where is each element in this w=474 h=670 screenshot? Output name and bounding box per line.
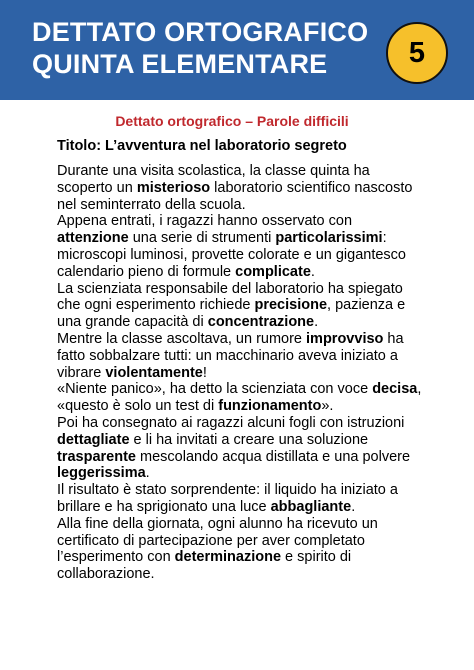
text-segment: ».: [321, 398, 334, 415]
bold-word: determinazione: [174, 549, 282, 566]
text-segment: Durante una visita scolastica, la classe quinta ha: [57, 163, 370, 179]
text-line: [57, 281, 462, 298]
bold-word: decisa: [372, 381, 418, 398]
number-badge: 5: [386, 22, 448, 84]
text-segment: «questo è solo un test di: [57, 398, 219, 415]
bold-word: violentamente: [105, 364, 203, 381]
bold-word: trasparente: [57, 448, 136, 465]
header-banner: [0, 0, 474, 100]
document-title: Titolo: L’avventura nel laboratorio segreto: [57, 138, 347, 154]
dictation-text: [57, 163, 462, 583]
text-segment: nel seminterrato della scuola.: [57, 196, 246, 213]
text-segment: ,: [417, 381, 422, 398]
text-segment: .: [314, 314, 319, 331]
bold-word: funzionamento: [218, 398, 322, 415]
text-line: [57, 549, 462, 566]
text-line: [57, 566, 462, 583]
text-segment: e spirito di: [281, 549, 352, 566]
page-title-line-2: QUINTA ELEMENTARE: [32, 49, 328, 79]
text-line: [57, 533, 462, 550]
text-line: [57, 465, 462, 482]
document-subtitle: Dettato ortografico – Parole difficili: [115, 113, 349, 129]
text-segment: La scienziata responsabile del laboratorio ha spiegato: [57, 280, 403, 297]
bold-word: misterioso: [136, 179, 211, 196]
text-segment: una serie di strumenti: [128, 230, 276, 247]
text-segment: l’esperimento con: [57, 549, 175, 566]
bold-word: concentrazione: [207, 314, 315, 331]
text-segment: vibrare: [57, 364, 106, 381]
text-line: [57, 482, 462, 499]
text-segment: laboratorio scientifico nascosto: [210, 179, 413, 196]
bold-word: leggerissima: [57, 465, 146, 482]
page-title: [32, 16, 368, 80]
bold-word: complicate: [235, 263, 311, 280]
text-segment: ha: [383, 330, 404, 347]
text-line: [57, 499, 462, 516]
text-line: [57, 213, 462, 230]
text-segment: Mentre la classe ascoltava, un rumore: [57, 330, 307, 347]
text-line: [57, 449, 462, 466]
text-line: [57, 398, 462, 415]
text-line: [57, 247, 462, 264]
text-line: [57, 163, 462, 180]
text-segment: mescolando acqua distillata e una polvere: [135, 448, 411, 465]
text-line: [57, 197, 462, 214]
text-segment: calendario pieno di formule: [57, 263, 236, 280]
text-segment: certificato di partecipazione per aver completato: [57, 532, 365, 549]
text-line: [57, 331, 462, 348]
text-line: [57, 516, 462, 533]
text-segment: .: [351, 498, 356, 515]
text-segment: che ogni esperimento richiede: [57, 297, 255, 314]
bold-word: precisione: [254, 297, 328, 314]
text-line: [57, 348, 462, 365]
text-line: [57, 314, 462, 331]
text-segment: collaborazione.: [57, 566, 155, 583]
text-segment: Appena entrati, i ragazzi hanno osservato con: [57, 213, 353, 230]
bold-word: improvviso: [306, 330, 384, 347]
text-segment: .: [310, 263, 315, 280]
text-line: [57, 365, 462, 382]
text-segment: .: [145, 465, 150, 482]
text-segment: !: [202, 364, 207, 381]
bold-word: attenzione: [57, 230, 129, 247]
text-line: [57, 180, 462, 197]
text-line: [57, 230, 462, 247]
bold-word: particolarissimi: [275, 230, 383, 247]
page-title-line-1: DETTATO ORTOGRAFICO: [32, 17, 369, 47]
text-segment: , pazienza e: [327, 297, 406, 314]
text-segment: :: [382, 230, 387, 247]
text-line: [57, 297, 462, 314]
text-segment: una grande capacità di: [57, 314, 208, 331]
text-segment: Alla fine della giornata, ogni alunno ha ricevuto un: [57, 515, 378, 532]
text-segment: scoperto un: [57, 179, 137, 196]
text-line: [57, 432, 462, 449]
text-segment: «Niente panico», ha detto la scienziata con voce: [57, 381, 373, 398]
text-segment: microscopi luminosi, provette colorate e un gigantesco: [57, 246, 406, 263]
text-line: [57, 264, 462, 281]
text-segment: fatto sobbalzare tutti: un macchinario aveva iniziato a: [57, 347, 398, 364]
text-segment: Il risultato è stato sorprendente: il liquido ha iniziato a: [57, 482, 398, 499]
text-segment: Poi ha consegnato ai ragazzi alcuni fogli con istruzioni: [57, 414, 405, 431]
document-body: [57, 112, 462, 583]
text-segment: brillare e ha sprigionato una luce: [57, 498, 271, 515]
bold-word: abbagliante: [270, 498, 352, 515]
text-segment: e li ha invitati a creare una soluzione: [129, 431, 369, 448]
text-line: [57, 415, 462, 432]
text-line: [57, 381, 462, 398]
bold-word: dettagliate: [57, 431, 130, 448]
